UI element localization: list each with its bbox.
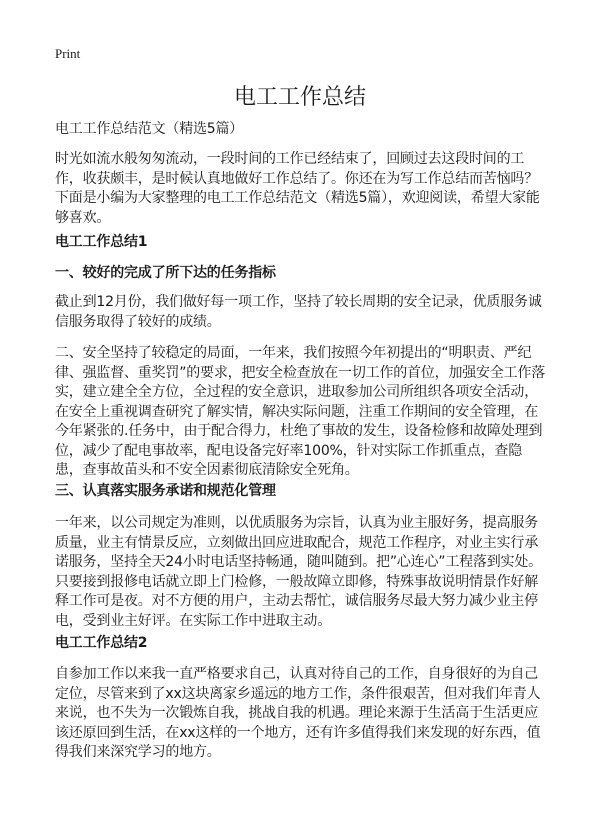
section1-heading: 电工工作总结1 (55, 234, 148, 250)
section1-subheading-3: 三、认真落实服务承诺和规范化管理 (55, 483, 276, 499)
subtitle: 电工工作总结范文（精选5篇） (55, 121, 244, 137)
intro-paragraph: 时光如流水般匆匆流动，一段时间的工作已经结束了，回顾过去这段时间的工作，收获颇丰，是时候认真地做好工作总结了。你还在为写工作总结而苦恼吗？下面是小编为大家整理的电工工作总结范文（精选5篇），欢迎阅读，希望大家能够喜欢。 (55, 151, 540, 226)
section2-paragraph-1: 自参加工作以来我一直严格要求自己，认真对待自己的工作，自身很好的为自己定位，尽管来到了xx这块离家乡遥远的地方工作，条件很艰苦，但对我们年青人来说，也不失为一次锻炼自我，挑战自我的机遇。理论来源于生活高于生活更应该还原回到生活，在xx这样的一个地方，还有许多值得我们来发现的好东西，值得我们来深究学习的地方。 (55, 666, 541, 760)
section1-subheading-1: 一、较好的完成了所下达的任务指标 (55, 265, 276, 281)
page-title: 电工工作总结 (233, 85, 366, 110)
section2-heading: 电工工作总结2 (55, 635, 148, 651)
section1-paragraph-2: 二、安全坚持了较稳定的局面，一年来，我们按照今年初提出的“明职责、严纪律、强监督、重奖罚”的要求，把安全检查放在一切工作的首位，加强安全工作落实，建立建全全方位，全过程的安全意识，进取参加公司所组织各项安全活动，在安全上重视调查研究了解实情，解决实际问题，注重工作期间的安全管理，在今年紧张的.任务中，由于配合得力，杜绝了事故的发生，设备检修和故障处理到位，减少了配电事故率，配电设备完好率100%，针对实际工作抓重点，查隐患，查事故苗头和不安全因素彻底清除安全死角。 (55, 345, 546, 478)
section1-paragraph-1: 截止到12月份，我们做好每一项工作，坚持了较长周期的安全记录，优质服务诚信服务取得了较好的成绩。 (55, 294, 542, 330)
print-link[interactable]: Print (55, 46, 81, 61)
section1-paragraph-3: 一年来，以公司规定为准则，以优质服务为宗旨，认真为业主服好务，提高服务质量，业主有情景反应，立刻做出回应进取配合，规范工作程序，对业主实行承诺服务，坚持全天24小时电话坚持畅通，随叫随到。把”心连心”工程落到实处。只要接到报修电话就立即上门检修，一般故障立即修，特殊事故说明情景作好解释工作可是夜。对不方便的用户，主动去帮忙，诚信服务尽最大努力减少业主停电，受到业主好评。在实际工作中进取主动。 (55, 515, 542, 629)
